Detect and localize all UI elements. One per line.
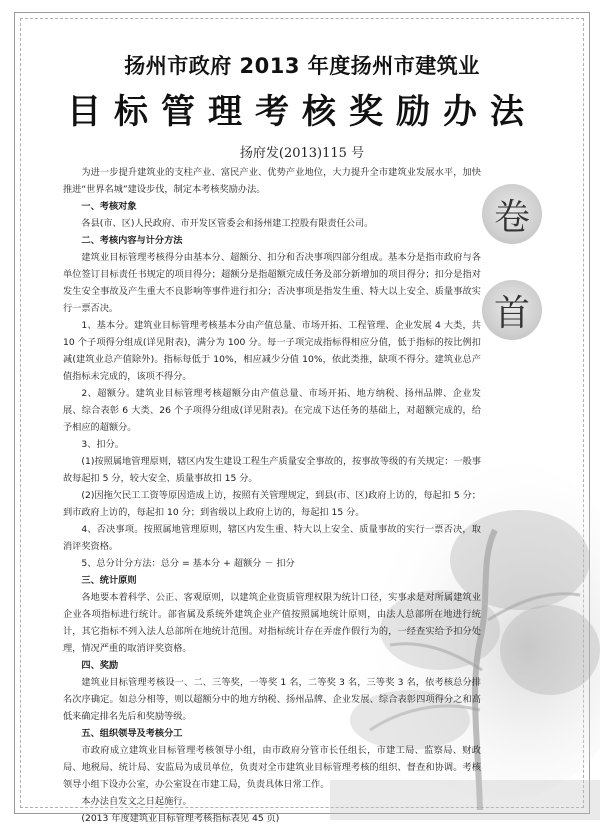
- paragraph-intro: 为进一步提升建筑业的支柱产业、富民产业、优势产业地位，大力提升全市建筑业发展水平，加快推进“世界名城”建设步伐，制定本考核奖励办法。: [63, 167, 481, 195]
- paragraph: 5、总分计分方法：总分 = 基本分 + 超额分 － 扣分: [81, 558, 295, 569]
- paragraph: 建筑业目标管理考核设一、二、三等奖，一等奖 1 名，二等奖 3 名，三等奖 3 名，依考核总分排名次序确定。如总分相等，则以超额分中的地方纳税、扬州品牌、企业发展、综合表彰四项得分之和高低来确定排名先后和奖励等级。: [63, 677, 481, 722]
- document-title-line2: 目标管理考核奖励办法: [67, 92, 537, 132]
- paragraph: 市政府成立建筑业目标管理考核领导小组，由市政府分管市长任组长，市建工局、监察局、财政局、地税局、统计局、安监局为成员单位，负责对全市建筑业目标管理考核的组织、督查和协调。考核领导小组下设办公室，办公室设在市建工局，负责具体日常工作。: [63, 745, 481, 790]
- section-heading-2: 二、考核内容与计分方法: [81, 235, 183, 246]
- paragraph: 2、超额分。建筑业目标管理考核超额分由产值总量、市场开拓、地方纳税、扬州品牌、企业发展、综合表彰 6 大类、26 个子项得分组成(详见附表)。在完成下达任务的基础上，对超额完成的，给予相应的超额分。: [63, 388, 481, 433]
- paragraph-effective-date: 本办法自发文之日起施行。: [81, 796, 192, 807]
- section-heading-4: 四、奖励: [81, 660, 119, 671]
- side-label-juan: 卷: [482, 184, 542, 244]
- section-heading-1: 一、考核对象: [81, 201, 137, 212]
- section-heading-3: 三、统计原则: [81, 575, 137, 586]
- paragraph-appendix-note: (2013 年度建筑业目标管理考核指标表见 45 页): [81, 813, 280, 824]
- paragraph: 各县(市、区)人民政府、市开发区管委会和扬州建工控股有限责任公司。: [81, 218, 374, 229]
- document-number: 扬府发(2013)115 号: [239, 146, 365, 161]
- document-title-line1: 扬州市政府 2013 年度扬州市建筑业: [124, 54, 480, 78]
- paragraph: (2)因拖欠民工工资等原因造成上访，按照有关管理规定，到县(市、区)政府上访的，每起扣 5 分；到市政府上访的，每起扣 10 分；到省级以上政府上访的，每起扣 15 分。: [63, 490, 481, 518]
- paragraph: (1)按照属地管理原则，辖区内发生建设工程生产质量安全事故的，按事故等级的有关规定：一般事故每起扣 5 分，较大安全、质量事故扣 15 分。: [63, 456, 481, 484]
- paragraph: 各地要本着科学、公正、客观原则，以建筑企业资质管理权限为统计口径，实事求是对所属建筑业企业各项指标进行统计。部省属及系统外建筑企业产值按照属地统计原则，由法人总部所在地进行统计，其它指标不列入法人总部所在地统计范围。对指标统计存在弄虚作假行为的，一经查实给予扣分处理，情况严重的取消评奖资格。: [63, 592, 481, 654]
- paragraph: 建筑业目标管理考核得分由基本分、超额分、扣分和否决事项四部分组成。基本分是指市政府与各单位签订目标责任书规定的项目得分；超额分是指超额完成任务及部分新增加的项目得分；扣分是指对发生安全事故及产生重大不良影响等事件进行扣分；否决事项是指发生重、特大以上安全、质量事故实行一票否决。: [63, 252, 481, 314]
- document-body: [63, 164, 481, 827]
- paragraph: 3、扣分。: [81, 439, 124, 450]
- section-heading-5: 五、组织领导及考核分工: [81, 728, 183, 739]
- paragraph: 1、基本分。建筑业目标管理考核基本分由产值总量、市场开拓、工程管理、企业发展 4 大类，共 10 个子项得分组成(详见附表)，满分为 100 分。每一子项完成指标得相应分值，低于指标的按比例扣减(建筑业总产值除外)。指标每低于 10%，相应减少分值 10%，依此类推，缺项不得分。建筑业总产值指标未完成的，该项不得分。: [63, 320, 481, 382]
- side-label-shou: 首: [482, 280, 542, 340]
- paragraph: 4、否决事项。按照属地管理原则，辖区内发生重、特大以上安全、质量事故的实行一票否决，取消评奖资格。: [63, 524, 481, 552]
